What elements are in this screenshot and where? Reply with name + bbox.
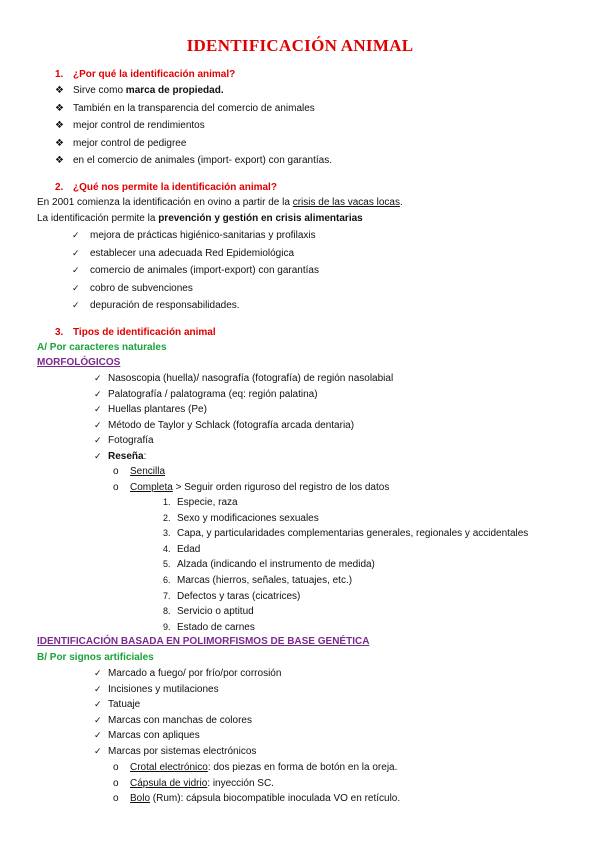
completa-description: > Seguir orden riguroso del registro de los datos xyxy=(172,482,390,493)
numbered-item-text: Especie, raza xyxy=(177,497,238,508)
list-item xyxy=(94,745,256,758)
electronic-term: Cápsula de vidrio xyxy=(130,777,208,789)
list-item-text: Marcas con apliques xyxy=(108,730,200,742)
numbered-item xyxy=(163,512,319,525)
list-item-text: cobro de subvenciones xyxy=(90,282,193,294)
diamond-bullet-icon: ❖ xyxy=(55,102,64,114)
circle-bullet-icon: o xyxy=(113,762,119,773)
electronic-item xyxy=(113,792,400,805)
check-bullet-icon: ✓ xyxy=(72,300,80,311)
check-bullet-icon: ✓ xyxy=(94,451,102,461)
list-item xyxy=(55,102,315,115)
check-bullet-icon: ✓ xyxy=(72,265,80,276)
list-item xyxy=(94,698,140,711)
p1-text: En 2001 comienza la identificación en ovino a partir de la xyxy=(37,197,293,208)
numbered-item xyxy=(163,574,352,587)
check-bullet-icon: ✓ xyxy=(72,247,80,258)
section-1-heading-text: ¿Por qué la identificación animal? xyxy=(73,69,236,80)
list-item xyxy=(94,450,146,463)
numbered-item xyxy=(163,496,238,509)
list-item xyxy=(94,683,219,696)
list-item xyxy=(94,729,200,742)
list-item-text: Reseña xyxy=(108,451,144,462)
item-number: 6. xyxy=(163,575,171,585)
numbered-item-text: Defectos y taras (cicatrices) xyxy=(177,590,301,602)
list-item-text: mejora de prácticas higiénico-sanitarias y profilaxis xyxy=(90,230,316,241)
section-3-number: 3. xyxy=(55,327,64,338)
section-3-heading xyxy=(55,326,216,339)
section-2-heading-text: ¿Qué nos permite la identificación animal? xyxy=(73,182,277,193)
completa-text: Completa xyxy=(130,482,173,493)
list-item-suffix: : xyxy=(143,451,147,462)
check-bullet-icon: ✓ xyxy=(94,419,102,430)
list-item-text: Tatuaje xyxy=(108,699,141,711)
list-item-text: establecer una adecuada Red Epidemiológica xyxy=(90,247,295,259)
numbered-item-text: Estado de carnes xyxy=(177,621,255,633)
document-title: IDENTIFICACIÓN ANIMAL xyxy=(186,36,414,55)
numbered-item-text: Alzada (indicando el instrumento de medida) xyxy=(177,559,375,571)
electronic-item xyxy=(113,777,274,790)
subheading-artificial: B/ Por signos artificiales xyxy=(37,652,154,663)
electronic-description: (Rum): cápsula biocompatible inoculada VO en retículo. xyxy=(150,793,401,805)
check-bullet-icon: ✓ xyxy=(94,404,102,415)
list-item-text: También en la transparencia del comercio de animales xyxy=(73,102,315,114)
section-2-paragraph-2 xyxy=(37,212,363,225)
check-bullet-icon: ✓ xyxy=(94,388,102,399)
electronic-description: : dos piezas en forma de botón en la oreja. xyxy=(207,762,398,773)
numbered-item xyxy=(163,590,300,603)
section-3-heading-text: Tipos de identificación animal xyxy=(73,327,216,338)
numbered-item-text: Servicio o aptitud xyxy=(177,606,254,618)
check-bullet-icon: ✓ xyxy=(94,699,102,710)
list-item xyxy=(94,403,207,416)
numbered-item xyxy=(163,543,200,556)
list-item xyxy=(94,419,354,432)
list-item xyxy=(55,84,224,97)
list-item xyxy=(94,434,154,447)
resena-completa xyxy=(113,481,389,494)
section-2-heading xyxy=(55,181,277,194)
diamond-bullet-icon: ❖ xyxy=(55,137,64,149)
subheading-morfologicos: MORFOLÓGICOS xyxy=(37,357,121,368)
list-item-text: Nasoscopia (huella)/ nasografía (fotografía) de región nasolabial xyxy=(108,373,394,384)
electronic-item xyxy=(113,761,397,774)
electronic-term: Crotal electrónico xyxy=(130,762,208,773)
list-item xyxy=(94,714,252,727)
check-bullet-icon: ✓ xyxy=(94,683,102,694)
item-number: 3. xyxy=(163,528,171,539)
circle-bullet-icon: o xyxy=(113,777,119,789)
subheading-genetica: IDENTIFICACIÓN BASADA EN POLIMORFISMOS DE BASE GENÉTICA xyxy=(37,636,370,647)
list-item xyxy=(72,247,294,260)
list-item xyxy=(55,154,332,167)
list-item-text: mejor control de pedigree xyxy=(73,137,187,149)
check-bullet-icon: ✓ xyxy=(94,373,102,383)
list-item-text: en el comercio de animales (import- export) con garantías. xyxy=(73,155,333,166)
check-bullet-icon: ✓ xyxy=(72,282,80,293)
list-item-text: Fotografía xyxy=(108,435,154,447)
list-item-text: mejor control de rendimientos xyxy=(73,120,205,131)
p1-underlined-term: crisis de las vacas locas xyxy=(292,197,400,208)
circle-bullet-icon: o xyxy=(113,482,119,493)
section-2-number: 2. xyxy=(55,182,64,193)
list-item xyxy=(94,388,318,401)
item-number: 1. xyxy=(163,497,171,507)
diamond-bullet-icon: ❖ xyxy=(55,155,64,166)
list-item xyxy=(94,667,281,680)
list-item-text: depuración de responsabilidades. xyxy=(90,300,240,312)
resena-sencilla xyxy=(113,465,165,478)
numbered-item-text: Marcas (hierros, señales, tatuajes, etc.) xyxy=(177,575,353,586)
list-item-text: Marcas con manchas de colores xyxy=(108,714,252,726)
section-2-paragraph-1 xyxy=(37,196,403,209)
check-bullet-icon: ✓ xyxy=(94,746,102,756)
sencilla-text: Sencilla xyxy=(130,466,166,477)
section-1-heading xyxy=(55,68,235,81)
numbered-item xyxy=(163,621,255,634)
check-bullet-icon: ✓ xyxy=(94,668,102,678)
diamond-bullet-icon: ❖ xyxy=(55,85,64,96)
p1-end: . xyxy=(399,197,403,208)
list-item xyxy=(72,264,319,277)
circle-bullet-icon: o xyxy=(113,793,119,805)
electronic-term: Bolo xyxy=(130,793,151,805)
list-item xyxy=(55,137,186,150)
numbered-item-text: Edad xyxy=(177,543,201,555)
item-number: 2. xyxy=(163,512,171,523)
list-item xyxy=(72,299,240,312)
item-number: 7. xyxy=(163,590,171,601)
list-item-text: Marcas por sistemas electrónicos xyxy=(108,746,257,757)
numbered-item xyxy=(163,605,254,618)
diamond-bullet-icon: ❖ xyxy=(55,120,64,131)
list-item-text: Marcado a fuego/ por frío/por corrosión xyxy=(108,668,282,679)
item-number: 8. xyxy=(163,606,171,617)
list-item-text: Método de Taylor y Schlack (fotografía arcada dentaria) xyxy=(108,419,355,431)
list-item-text: Palatografía / palatograma (eq: región palatina) xyxy=(108,388,318,400)
subheading-natural: A/ Por caracteres naturales xyxy=(37,342,167,353)
check-bullet-icon: ✓ xyxy=(94,435,102,446)
list-item-text: Incisiones y mutilaciones xyxy=(108,683,219,695)
circle-bullet-icon: o xyxy=(113,466,119,477)
check-bullet-icon: ✓ xyxy=(72,230,80,240)
item-number: 9. xyxy=(163,621,171,632)
list-item xyxy=(55,119,205,132)
check-bullet-icon: ✓ xyxy=(94,714,102,725)
numbered-item-text: Capa, y particularidades complementarias generales, regionales y accidentales xyxy=(177,528,529,540)
list-item-text: Sirve como xyxy=(73,85,126,96)
list-item-bold: marca de propiedad. xyxy=(125,85,224,96)
section-1-number: 1. xyxy=(55,69,64,80)
p2-text: La identificación permite la xyxy=(37,213,159,224)
item-number: 4. xyxy=(163,543,171,554)
check-bullet-icon: ✓ xyxy=(94,730,102,741)
item-number: 5. xyxy=(163,559,171,570)
list-item-text: Huellas plantares (Pe) xyxy=(108,404,207,416)
list-item xyxy=(94,372,393,385)
numbered-item xyxy=(163,527,528,540)
list-item xyxy=(72,229,316,242)
list-item-text: comercio de animales (import-export) con garantías xyxy=(90,265,319,277)
numbered-item-text: Sexo y modificaciones sexuales xyxy=(177,512,319,524)
electronic-description: : inyección SC. xyxy=(207,777,274,789)
list-item xyxy=(72,282,193,295)
p2-bold-term: prevención y gestión en crisis alimentarias xyxy=(158,213,363,224)
numbered-item xyxy=(163,558,375,571)
